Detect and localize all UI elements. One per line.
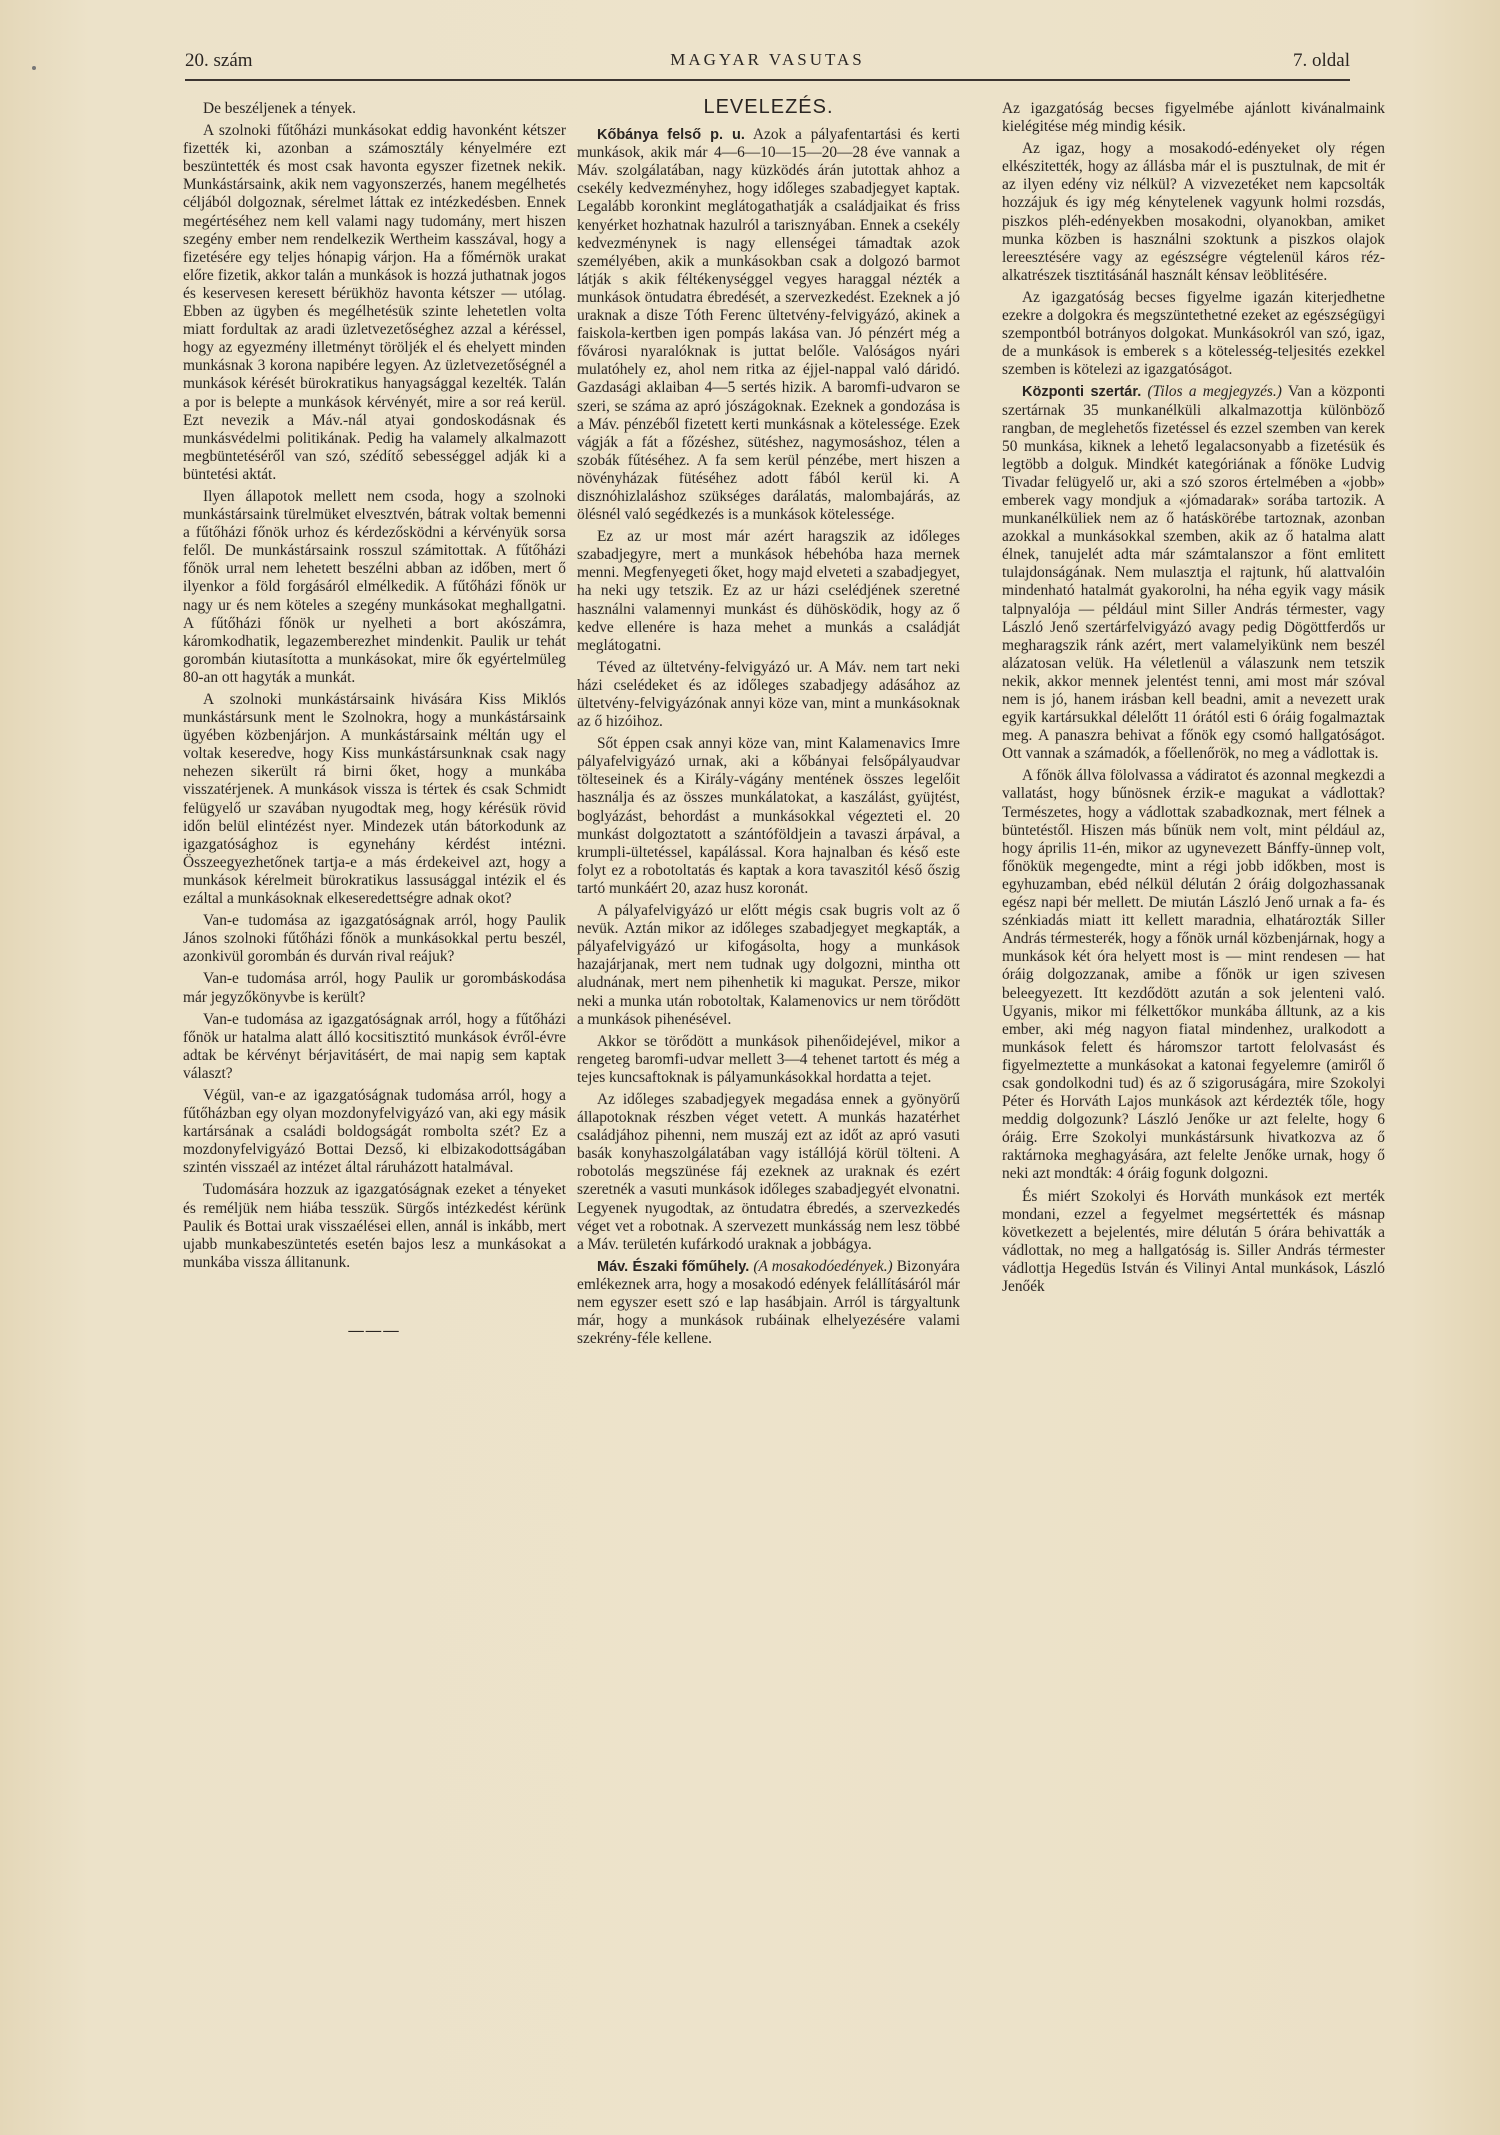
column-left (183, 100, 566, 1340)
paragraph: Ilyen állapotok mellett nem csoda, hogy a szolnoki munkástársaink türelmüket elvesztvén, bátrak voltak bemenni a fűtőházi főnök urhoz és kérdezősködni a kérvényük sorsa felől. De munkástársaink rosszul számitottak. A fűtőházi főnök urral nem lehetett beszélni abban az időben, mert ő ilyenkor a föld forgásáról elmélkedik. A fűtőházi főnök ur nagy ur és nem köteles a szegény munkásokat meghallgatni. A fűtőházi főnök ur nyelheti a bort akószámra, káromkodhatik, legazemberezhet mindenkit. Paulik ur tehát gorombán kiutasította a munkásokat, mire ők egyértelmüleg 80-an ott hagyták a munkát. (183, 487, 566, 686)
letter-subtitle: (Tilos a megjegyzés.) (1141, 383, 1282, 401)
paragraph: Az időleges szabadjegyek megadása ennek a gyönyörű állapotoknak részben véget vetett. A munkás hazatérhet családjához pihenni, nem muszáj ezt az időt az apró vasuti basák konyhaszolgálatában vagy istállójá körül tölteni. A robotolás megszünése fáj ezeknek az uraknak és ezért szeretnék a vasuti munkások időleges szabadjegyét elvonatni. Legyenek nyugodtak, az öntudatra ébredés, a szervezkedés véget vet a robotnak. A szervezett munkásság nem lesz többé a Máv. területén kufárkodó uraknak a jobbágya. (577, 1090, 960, 1253)
paragraph: Végül, van-e az igazgatóságnak tudomása arról, hogy a fűtőházban egy olyan mozdonyfelvigyázó van, aki egy másik kartársának a családi boldogságát rombolta szét? Ez a mozdonyfelvigyázó Bottai Dezső, ki elbizakodottságában szintén visszaél az intézet által ráruházott hatalmával. (183, 1086, 566, 1177)
letter-location: Kőbánya felső p. u. (597, 127, 745, 144)
page-number: 7. oldal (1293, 50, 1350, 71)
paragraph: Ez az ur most már azért haragszik az időleges szabadjegyre, mert a munkások hébehóba haza mernek menni. Megfenyegeti őket, hogy majd elveteti a szabadjegyet, ha neki ugy tetszik. Ez az ur házi cselédjének szeretné használni valamennyi munkást és dühösködik, hogy az ő kedve ellenére is haza mehet a munkás a családját meglátogatni. (577, 528, 960, 654)
page-header (185, 50, 1350, 80)
column-middle (577, 96, 961, 1352)
paragraph (1002, 383, 1385, 763)
letter-location: Máv. Északi főműhely. (597, 1258, 750, 1275)
paragraph: Van-e tudomása arról, hogy Paulik ur gorombáskodása már jegyzőkönyvbe is került? (183, 970, 566, 1006)
paragraph-text: Bizonyára emlékeznek arra, hogy a mosakodó edények felállításáról már nem egyszer esett szó e lap hasábjain. Arról is tárgyaltunk már, hogy a munkások rubáinak elhelyezésére valami szekrény-féle kellene. (577, 1257, 961, 1348)
paragraph-text: Van a központi szertárnak 35 munkanélküli alkalmazottja különböző rangban, de meglehetős fizetéssel és ezzel szemben van kerek 50 munkása, kiknek a lehető legalacsonyabb a fizetésük és legtöbb a dolguk. Mindkét kategóriának a főnöke Ludvig Tivadar felügyelő ur, aki a szó szoros értelmében a «jobb» emberek vagy mondjuk a «jómadarak» sorába tartozik. A munkanélküliek nem az ő hatáskörébe tartoznak, azonban azokkal a munkásokkal szemben, akik az ő hatalma alatt élnek, tanujelét adta már számtalanszor a fönt emlitett tulajdonságának. Nem mulasztja el rajtunk, hű alattvalóin mindenható hatalmát gyakorolni, ha néha egyik vagy másik talpnyalója — például mint Siller András térmester, vagy László Jenő szertárfelvigyázó avagy pedig Dögöttferdős ur megharagszik ránk azért, mert valamelyikünk nem beszél alázatosan velük. Ha véletlenül a válaszunk nem tetszik nekik, akkor mennek jelentést tenni, ami most már szóval nem is jó, hanem irásban kell beadni, amit a nevezett urak egyik kartársukkal délelőtt 11 órától esti 6 óráig fogalmaztak meg. A panaszra behivat a főnök egy csomó hallgatóságot. Ott vannak a számadók, a főellenőrök, no meg a vádlottak is. (1002, 383, 1386, 763)
paragraph (577, 126, 960, 524)
letter-subtitle: (A mosakodóedények.) (749, 1257, 893, 1275)
paragraph: De beszéljenek a tények. (203, 100, 356, 117)
column-right (1002, 100, 1385, 1300)
paragraph: Van-e tudomása az igazgatóságnak arról, hogy a fűtőházi főnök ur hatalma alatt álló kocsitisztitó munkások évről-évre adtak be kérvényt bérjavitásért, de mai napig sem kaptak választ? (183, 1010, 566, 1082)
paragraph: A szolnoki munkástársaink hivására Kiss Miklós munkástársunk ment le Szolnokra, hogy a munkástársaink ügyében közbenjárjon. A munkástársaink méltán ugy el voltak keseredve, hogy Kiss munkástársunknak csak nagy nehezen sikerült rá birni őket, hogy a munkába visszatérjenek. A munkások vissza is tértek és csak Schmidt felügyelő ur szavában nyugodtak meg, hogy kérésük rövid időn belül elintézést nyer. Mindezek után bátorkodunk az igazgatósághoz is egynehány kérdést intézni. Összeegyezhetőnek tartja-e a más érdekeivel azt, hogy a munkások kérelmeit bürokratikus lassusággal intézik el és ezáltal a munkásoknak elkeseredettségre adnak okot? (183, 691, 566, 908)
paragraph: Az igazgatóság becses figyelmébe ajánlott kivánalmaink kielégitése még mindig késik. (1002, 100, 1385, 136)
paragraph-text: Azok a pályafentartási és kerti munkások, akik már 4—6—10—15—20—28 éve vannak a Máv. szolgálatában, nagy küzködés árán jutottak ahhoz a csekély kedvezményhez, hogy időleges szabadjegyet kaptak. Legalább koronkint meglátogathatják a családjaikat és friss kenyérket hozhatnak hazulról a tarisznyában. Ennek a csekély kedvezménynek is nagy ellenségei támadtak azok személyében, akik a munkásokban csak a dolgozó barmot látják s akik féltékenységgel vegyes haraggal nézték a munkások öntudatra ébredését, a szervezkedést. Ezeknek a jó uraknak a disze Tóth Ferenc ültetvény-felvigyázó, akinek a faiskola-kertben igen pompás lakása van. Jó pénzért még a fővárosi nyaralóknak is juttat belőle. Valóságos nyári mulatóhely ez, ahol nem ritka az éjjel-nappal való dáridó. Gazdasági aklaiban 4—5 sertés hizik. A baromfi-udvaron se szeri, se száma az apró jószágoknak. Ezeknek a gondozása is a Máv. pénzéből fizetett kerti munkásnak a kötelessége. Ezek vágják a fát a főzéshez, sütéshez, nagymosáshoz, télen a szobák fűtéséhez. A fa sem kerül pénzébe, mert hiszen a növényházak fütéséhez adott fából kerül ki. A disznóhizlaláshoz szükséges darálatás, malombajárás, az ölésnél való segédkezés is a munkások kötelessége. (577, 126, 961, 524)
paragraph: Az igaz, hogy a mosakodó-edényeket oly régen elkészitették, hogy az állásba már el is pusztulnak, de mit ér az ilyen edény viz nélkül? A vizvezetéket nem kapcsolták hozzájuk és igy még kénytelenek vagyunk holmi rozsdás, piszkos pléh-edényekben mosakodni, olyanokban, amiket munka közben is használni szoktunk a piszkos olajok lereesztésére vagy az egészségre végtelenül káros réz-alkatrészek tisztitásánál használt kénsav leöblitésére. (1002, 140, 1385, 284)
paragraph: A pályafelvigyázó ur előtt mégis csak bugris volt az ő nevük. Aztán mikor az időleges szabadjegyet megkapták, a pályafelvigyázó ur kifogásolta, hogy a munkások hazajárjanak, mert nem tudnak ugy dolgozni, mintha ott aludnának, mert nem pihenhetik ki magukat. Persze, mikor neki a munka után robotoltak, Kalamenovics ur nem törődött a munkások pihenésével. (577, 902, 960, 1028)
paragraph (577, 1258, 960, 1348)
section-heading: LEVELEZÉS. (703, 96, 834, 118)
paragraph: Van-e tudomása az igazgatóságnak arról, hogy Paulik János szolnoki fűtőházi főnök a munkásokkal pertu beszél, azonkivül gorombán és durván rival reájuk? (183, 912, 566, 966)
issue-number: 20. szám (185, 50, 253, 71)
paragraph: A szolnoki fűtőházi munkásokat eddig havonként kétszer fizették ki, azonban a számosztály kényelmére ezt beszüntették és most csak havonta egyszer fizetnek nekik. Munkástársaink, akik nem vagyonszerzés, hanem megélhetés céljából dolgoznak, sérelmet láttak ez intézkedésben. Ennek megértéséhez nem kell valami nagy tudomány, mert hiszen szegény ember nem rendelkezik Wertheim kasszával, hogy a fizetésére egy teljes hónapig várjon. Ha a főmérnök urakat előre fizetik, akkor talán a munkások is hozzá juthatnak jogos és keservesen keresett bérükhöz havonta kétszer — utólag. Ebben az ügyben és megélhetésük szinte lehetetlen volta miatt fordultak az aradi üzletvezetőséghez azzal a kéréssel, hogy az egyezmény illetményt töröljék el és ehelyett minden munkásnak 3 korona napibére legyen. Az üzletvezetőségnél a munkások kérését bürokratikus hanyagsággal kezelték. Talán a por is belepte a munkások kérvényét, mire a sor reá kerül. Ezt nevezik a Máv.-nál atyai gondoskodásnak és munkásvédelmi politikának. Pedig ha valamely alkalmazott megbüntetéséről van szó, szédítő sebességgel adják ki a büntetési aktát. (183, 122, 566, 483)
page-speck (32, 66, 36, 70)
paragraph: Tudomására hozzuk az igazgatóságnak ezeket a tényeket és reméljük nem hiába tesszük. Sürgős intézkedést kérünk Paulik és Bottai urak visszaélései ellen, annál is inkább, mert ujabb munkabeszüntetés esetén bajos lesz a munkásokat a munkába vissza állitanunk. (183, 1181, 566, 1271)
paragraph: Akkor se törődött a munkások pihenőidejével, mikor a rengeteg baromfi-udvar mellett 3—4 tehenet tartott és még a tejes kuncsaftoknak is pályamunkásokkal hordatta a tejet. (577, 1032, 960, 1086)
paragraph: Sőt éppen csak annyi köze van, mint Kalamenavics Imre pályafelvigyázó urnak, aki a kőbányai felsőpályaudvar tölteseinek és a Király-vágány mentének összes legelőit használja és az összes munkálatokat, a kaszálást, gyüjtést, boglyázást, behordást a munkásokkal végezteti el. 20 munkást dolgoztatott a szántóföldjein a tavaszi árpával, a krumpli-ültetéssel, kapálással. Kora hajnalban és késő este folyt ez a robotoltatás és kaptak a kora tavaszitól késő őszig tartó munkáért 20, azaz husz koronát. (577, 735, 960, 897)
paragraph: Az igazgatóság becses figyelme igazán kiterjedhetne ezekre a dolgokra és megszüntethetné ezeket az egészségügyi szempontból botrányos dolgokat. Munkásokról van szó, igaz, de a munkások is emberek s a kötelesség-teljesités ezekkel szemben is kötelezi az igazgatóságot. (1002, 288, 1385, 379)
article-end-mark: ——— (348, 1321, 401, 1339)
paragraph: A főnök állva fölolvassa a vádiratot és azonnal megkezdi a vallatást, hogy bűnösnek érzik-e magukat a vádlottak? Természetes, hogy a vádlottak szabadkoznak, mert félnek a büntetéstől. Hiszen más bűnük nem volt, mint például az, hogy április 11-én, mikor az ugynevezett Bánffy-ünnep volt, főnökük megengedte, mint a régi jobb időkben, most is egyhuzamban, ebéd nélkül délután 2 óráig dolgozhassanak egész napi bér mellett. De miután László Jenő urnak a fa- és szénkiadás miatt itt kellett maradnia, elhatározták Siller András térmesterék, hogy a főnök urnál közbenjárnak, hogy a munkások két óra helyett most is — mint rendesen — hat óráig dolgozzanak, amibe a főnök ur igen szivesen beleegyezett. Itt kezdődött azután a sok jelenteni való. Ugyanis, mikor mi félkettőkor munkába álltunk, az a kis ember, aki még nagyon fiatal mindenhez, uralkodott a munkások felett és háromszor tartott felolvasást és figyelmeztette a munkásokat a katonai fegyelemre (amiről ő csak gondolkodni tud) és az ő szigoruságára, mire Szokolyi Péter és Horváth Lajos munkások azt kérdezték tőle, hogy meddig dolgozunk? László Jenőke ur azt felelte, hogy 6 óráig. Erre Szokolyi munkástársunk hivatkozva az ő raktárnoka meghagyására, azt felelte Jenőke urnak, hogy ő neki azt mondták: 4 óráig fogunk dolgozni. (1002, 767, 1385, 1183)
letter-location: Központi szertár. (1022, 384, 1142, 401)
paragraph: Téved az ültetvény-felvigyázó ur. A Máv. nem tart neki házi cselédeket és az időleges szabadjegy adásához az ültetvény-felvigyázónak annyi köze van, mint a munkásoknak az ő hizóihoz. (577, 658, 960, 731)
masthead-title: MAGYAR VASUTAS (670, 50, 865, 69)
header-rule (185, 79, 1350, 81)
paragraph: És miért Szokolyi és Horváth munkások ezt merték mondani, ezzel a fegyelmet megsértették és másnap következett a bejelentés, mire délután 5 órára behivatták a vádlottak, no meg a hallgatóság is. Siller András térmester vádlottja Hegedüs István és Vilinyi Antal munkások, László Jenőék (1002, 1187, 1385, 1295)
